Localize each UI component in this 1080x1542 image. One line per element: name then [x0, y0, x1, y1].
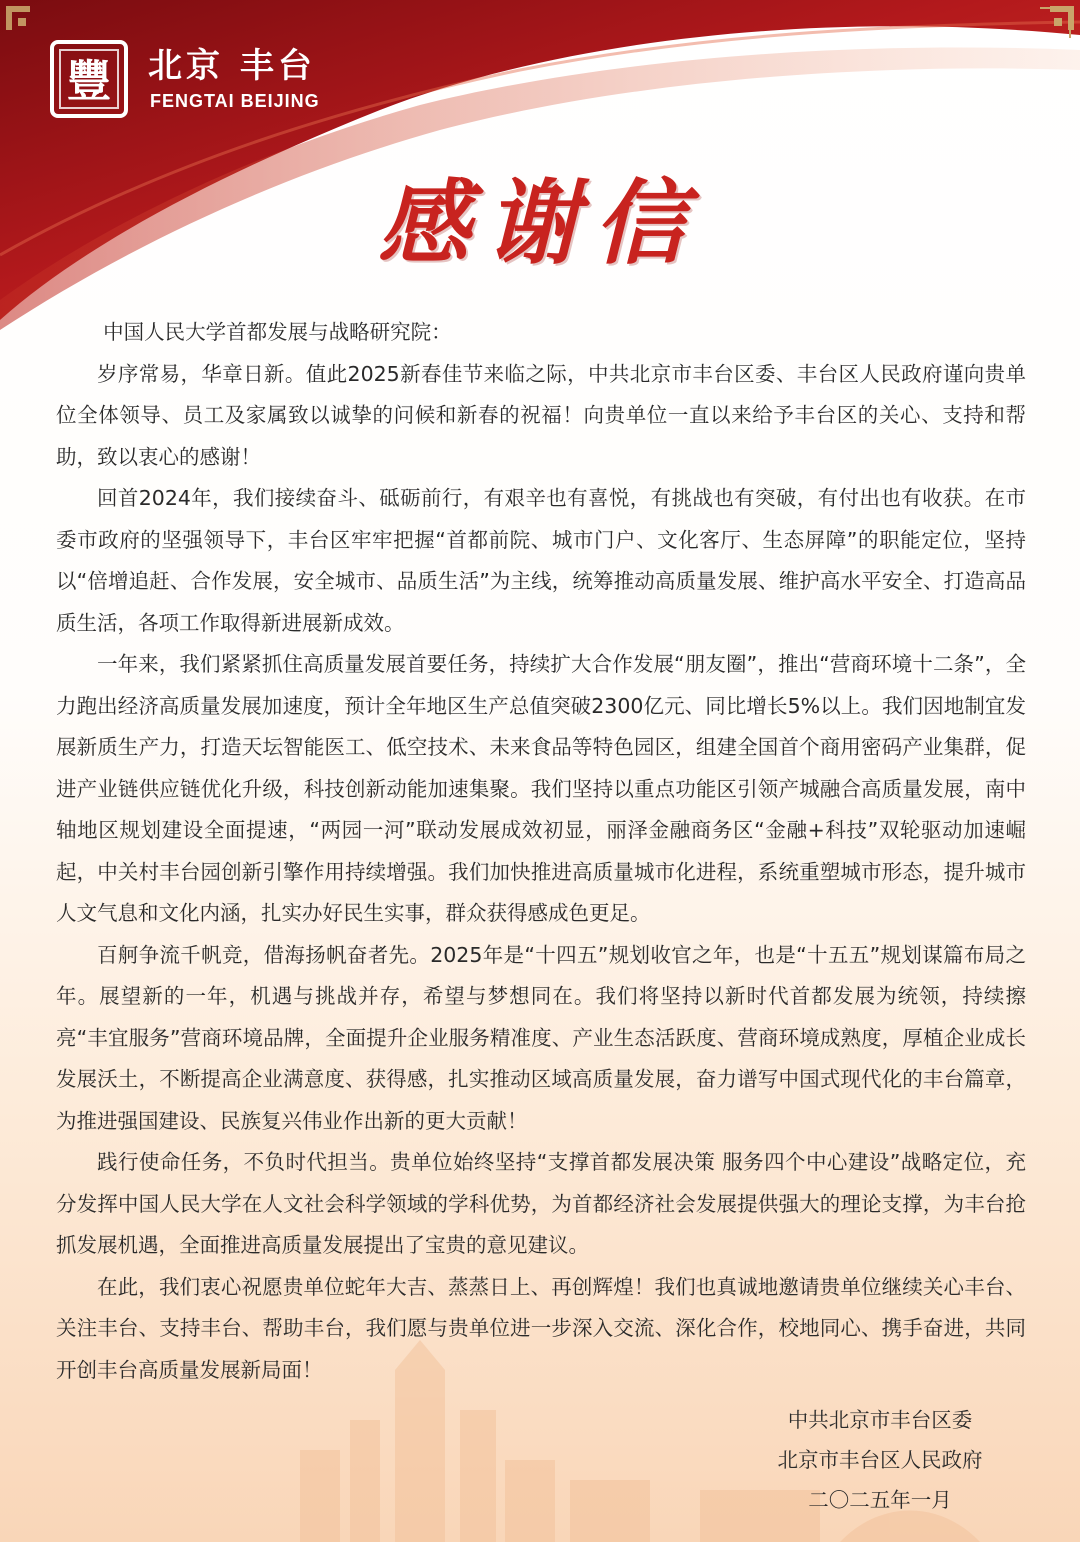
logo-glyph: 豐 [67, 56, 111, 107]
letter-title: 感谢信 [377, 169, 702, 277]
signature-block [750, 1400, 1010, 1520]
fengtai-logo-icon [50, 40, 128, 118]
letter-body [56, 312, 1026, 1391]
signature-date: 二〇二五年一月 [808, 1488, 952, 1512]
salutation: 中国人民大学首都发展与战略研究院： [103, 320, 452, 344]
paragraph-5: 践行使命任务，不负时代担当。贵单位始终坚持“支撑首都发展决策 服务四个中心建设”战略定位，充分发挥中国人民大学在人文社会科学领域的学科优势，为首都经济社会发展提供强大的理论支撑，为丰台抢抓发展机遇，全面推进高质量发展提出了宝贵的意见建议。 [56, 1150, 1026, 1257]
paragraph-2: 回首2024年，我们接续奋斗、砥砺前行，有艰辛也有喜悦，有挑战也有突破，有付出也有收获。在市委市政府的坚强领导下，丰台区牢牢把握“首都前院、城市门户、文化客厅、生态屏障”的职能定位，坚持以“倍增追赶、合作发展，安全城市、品质生活”为主线，统筹推动高质量发展、维护高水平安全、打造高品质生活，各项工作取得新进展新成效。 [56, 486, 1026, 635]
paragraph-4: 百舸争流千帆竞，借海扬帆奋者先。2025年是“十四五”规划收官之年，也是“十五五”规划谋篇布局之年。展望新的一年，机遇与挑战并存，希望与梦想同在。我们将坚持以新时代首都发展为统领，持续擦亮“丰宜服务”营商环境品牌，全面提升企业服务精准度、产业生态活跃度、营商环境成熟度，厚植企业成长发展沃土，不断提高企业满意度、获得感，扎实推动区域高质量发展，奋力谱写中国式现代化的丰台篇章，为推进强国建设、民族复兴伟业作出新的更大贡献！ [56, 942, 1026, 1133]
signature-org-party-committee: 中共北京市丰台区委 [787, 1408, 973, 1432]
paragraph-1: 岁序常易，华章日新。值此2025新春佳节来临之际，中共北京市丰台区委、丰台区人民政府谨向贵单位全体领导、员工及家属致以诚挚的问候和新春的祝福！向贵单位一直以来给予丰台区的关心、支持和帮助，致以衷心的感谢！ [56, 361, 1026, 469]
signature-org-government: 北京市丰台区人民政府 [777, 1448, 983, 1472]
paragraph-3: 一年来，我们紧紧抓住高质量发展首要任务，持续扩大合作发展“朋友圈”，推出“营商环境十二条”，全力跑出经济高质量发展加速度，预计全年地区生产总值突破2300亿元、同比增长5%以上。我们因地制宜发展新质生产力，打造天坛智能医工、低空技术、未来食品等特色园区，组建全国首个商用密码产业集群，促进产业链供应链优化升级，科技创新动能加速集聚。我们坚持以重点功能区引领产城融合高质量发展，南中轴地区规划建设全面提速，“两园一河”联动发展成效初显，丽泽金融商务区“金融+科技”双轮驱动加速崛起，中关村丰台园创新引擎作用持续增强。我们加快推进高质量城市化进程，系统重塑城市形态，提升城市人文气息和文化内涵，扎实办好民生实事，群众获得感成色更足。 [56, 652, 1026, 925]
brand-name-cn: 北京 丰台 [148, 46, 316, 86]
paragraph-6: 在此，我们衷心祝愿贵单位蛇年大吉、蒸蒸日上、再创辉煌！我们也真诚地邀请贵单位继续关心丰台、关注丰台、支持丰台、帮助丰台，我们愿与贵单位进一步深入交流、深化合作，校地同心、携手奋进，共同开创丰台高质量发展新局面！ [56, 1274, 1026, 1382]
brand-name-en: FENGTAI BEIJING [150, 91, 320, 111]
